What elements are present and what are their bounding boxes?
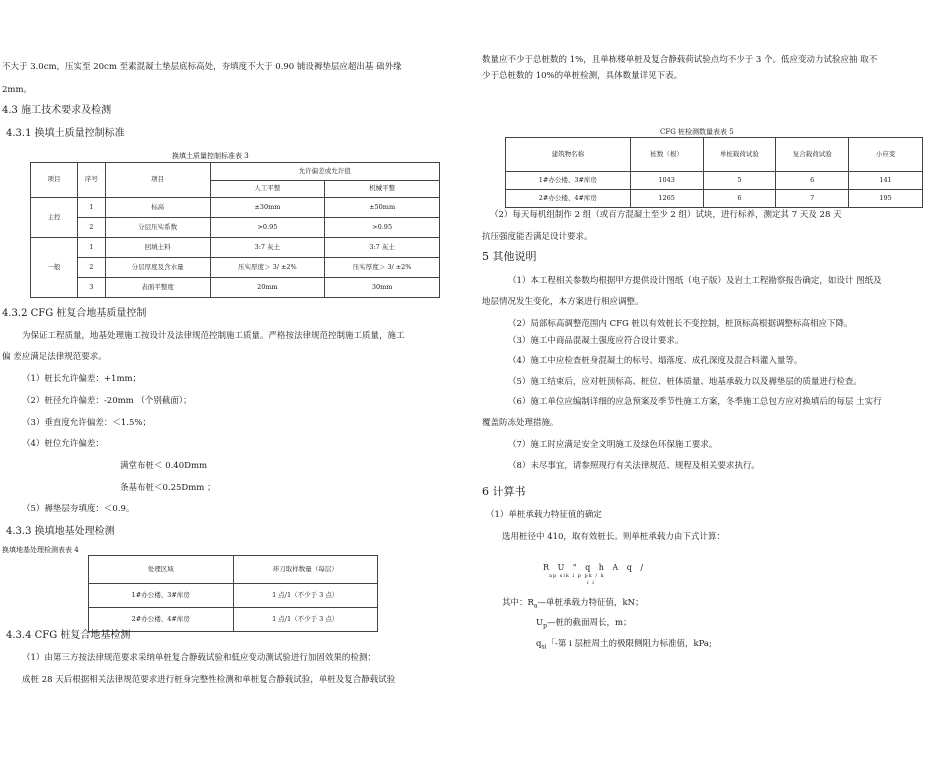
table-row bbox=[89, 608, 378, 632]
deviation-verticality: （3）垂直度允许偏差：＜1.5%； bbox=[22, 418, 152, 428]
table-cell: 压实厚度＞ 3/ ±2% bbox=[210, 258, 325, 278]
heading-4-3-4: 4.3.4 CFG 桩复合地基检测 bbox=[6, 630, 131, 641]
symbol-q-subscript: si bbox=[541, 643, 547, 651]
table-cell: 195 bbox=[849, 190, 923, 208]
table-3-header-item: 项目 bbox=[31, 163, 78, 198]
table-4-caption: 换填地基处理检测表表 4 bbox=[2, 546, 79, 554]
note-7: （7）施工时应满足安全文明施工及绿色环保施工要求。 bbox=[508, 440, 718, 450]
table-5-header-building: 建筑物名称 bbox=[506, 138, 631, 172]
deviation-pile-length: （1）桩长允许偏差：+1mm； bbox=[22, 374, 142, 384]
table-5-caption: CFG 桩检测数量表表 5 bbox=[660, 128, 734, 136]
table-3-header-seq: 序号 bbox=[77, 163, 105, 198]
paragraph-2-line-1: （2）每天每机组制作 2 组（或百方混凝土至少 2 组）试块，进行标养，测定其 7 天及 28 天 bbox=[490, 210, 842, 220]
where-qsi-text: 「-第 i 层桩周土的极限侧阻力标准值，kPa; bbox=[546, 639, 712, 649]
table-5-header-single: 单桩载荷试验 bbox=[703, 138, 776, 172]
table-cell: 2 bbox=[77, 258, 105, 278]
table-cell: 3:7 灰土 bbox=[325, 238, 440, 258]
table-cell: 分层厚度及含水量 bbox=[105, 258, 210, 278]
table-row bbox=[506, 172, 923, 190]
table-cell: 1#办公楼、3#库房 bbox=[89, 584, 234, 608]
formula-subscripts-2: i i bbox=[587, 580, 595, 586]
deviation-cushion: （5）褥垫层夯填度：＜0.9。 bbox=[22, 504, 135, 514]
table-cell: 20mm bbox=[210, 278, 325, 298]
table-cell: 1#办公楼、3#库房 bbox=[506, 172, 631, 190]
table-3-header-item-2: 项目 bbox=[105, 163, 210, 198]
where-up bbox=[536, 618, 632, 630]
table-row bbox=[31, 278, 440, 298]
paragraph-4-3-2-line-2: 偏 差应满足法律规范要求。 bbox=[2, 352, 107, 362]
table-cell: 1 点/1（不少于 3 点） bbox=[233, 608, 378, 632]
where-up-text: —桩的截面周长，m； bbox=[547, 618, 632, 628]
note-5: （5）施工结束后，应对桩顶标高、桩位、桩体质量、地基承载力以及褥垫层的质量进行检查。 bbox=[508, 377, 862, 387]
table-3-caption: 换填土质量控制标准表 3 bbox=[172, 152, 249, 160]
paragraph-top-line-1: 数量应不少于总桩数的 1%，且单栋楼单桩及复合静载荷试验点均不少于 3 个。低应变动力试验应抽 取不 bbox=[482, 55, 878, 65]
table-row bbox=[31, 258, 440, 278]
note-2: （2）局部标高调整范围内 CFG 桩以有效桩长不变控制，桩顶标高根据调整标高相应下降。 bbox=[508, 319, 853, 329]
heading-5: 5 其他说明 bbox=[482, 250, 537, 263]
heading-4-3-3: 4.3.3 换填地基处理检测 bbox=[6, 526, 115, 537]
symbol-r-subscript: a bbox=[533, 602, 538, 610]
calc-item-1: （1）单桩承载力特征值的确定 bbox=[486, 510, 602, 520]
note-1-line-1: （1）本工程相关参数均根据甲方提供设计图纸（电子版）及岩土工程勘察报告确定，如设计 图纸及 bbox=[508, 276, 882, 286]
table-cell: 2#办公楼、4#库房 bbox=[89, 608, 234, 632]
table-3-header-allowance: 允许偏差或允许值 bbox=[210, 163, 439, 181]
table-cell: 3 bbox=[77, 278, 105, 298]
paragraph-4-3-4-line-1: （1）由第三方按法律规范要求采纳单桩复合静载试验和低应变动测试验进行加固效果的检测： bbox=[22, 653, 376, 663]
table-row bbox=[31, 218, 440, 238]
table-cell: 6 bbox=[776, 172, 849, 190]
table-5-header-count: 桩数（根） bbox=[630, 138, 703, 172]
table-5-header-low-strain: 小应变 bbox=[849, 138, 923, 172]
deviation-pile-diameter: （2）桩径允许偏差：-20mm （个别截面）； bbox=[22, 396, 192, 406]
table-3-group-main: 主控 bbox=[31, 198, 78, 238]
heading-4-3-2: 4.3.2 CFG 桩复合地基质量控制 bbox=[2, 308, 147, 319]
where-ra-text: —单桩承载力特征值，kN； bbox=[537, 598, 644, 608]
table-cell: 压实厚度＞ 3/ ±2% bbox=[325, 258, 440, 278]
calc-intro: 选用桩径中 410，取有效桩长。则单桩承载力由下式计算： bbox=[502, 532, 725, 542]
paragraph-4-3-4-line-2: 成桩 28 天后根据相关法律规范要求进行桩身完整性检测和单桩复合静载试验，单桩及复合静载试验 bbox=[22, 675, 396, 685]
table-row bbox=[506, 190, 923, 208]
table-cell: 30mm bbox=[325, 278, 440, 298]
table-cell: 分层压实系数 bbox=[105, 218, 210, 238]
heading-4-3: 4.3 施工技术要求及检测 bbox=[2, 105, 112, 116]
table-cell: 3:7 灰土 bbox=[210, 238, 325, 258]
formula-main: R U " q h A q / bbox=[543, 563, 647, 572]
table-cell: 2 bbox=[77, 218, 105, 238]
table-cell: >0.95 bbox=[210, 218, 325, 238]
symbol-u-subscript: p bbox=[543, 622, 548, 630]
deviation-strip-layout: 条基布桩＜0.25Dmm ； bbox=[120, 483, 216, 493]
table-3-group-general: 一般 bbox=[31, 238, 78, 298]
paragraph-2-line-2: 抗压强度能否满足设计要求。 bbox=[482, 232, 593, 242]
where-qsi bbox=[536, 639, 712, 651]
note-8: （8）未尽事宜，请参照现行有关法律规范、规程及相关要求执行。 bbox=[508, 461, 760, 471]
table-cell: >0.95 bbox=[325, 218, 440, 238]
table-cell: 表面平整度 bbox=[105, 278, 210, 298]
deviation-full-layout: 满堂布桩＜ 0.40Dmm bbox=[120, 461, 208, 471]
table-cell: 7 bbox=[776, 190, 849, 208]
table-4-header-quantity: 环刀取样数量（每层） bbox=[233, 556, 378, 584]
table-cell: 1 点/1（不少于 3 点） bbox=[233, 584, 378, 608]
paragraph-4-3-2-line-1: 为保证工程质量，地基处理施工按设计及法律规范控制施工质量。严格按法律规范控制施工质量，施工 bbox=[22, 331, 405, 341]
table-3-header-manual: 人工平整 bbox=[210, 181, 325, 198]
table-5-header-composite: 复合载荷试验 bbox=[776, 138, 849, 172]
table-3 bbox=[30, 162, 440, 298]
table-row bbox=[31, 238, 440, 258]
heading-6: 6 计算书 bbox=[482, 485, 526, 498]
paragraph-intro-line-2: 2mm。 bbox=[2, 85, 33, 95]
symbol-u: U bbox=[536, 618, 544, 628]
table-cell: 6 bbox=[703, 190, 776, 208]
where-ra bbox=[502, 598, 644, 610]
table-cell: ±50mm bbox=[325, 198, 440, 218]
symbol-r: R bbox=[527, 598, 534, 608]
table-5 bbox=[505, 137, 923, 208]
table-cell: 1 bbox=[77, 238, 105, 258]
table-cell: 回填土料 bbox=[105, 238, 210, 258]
table-row bbox=[31, 198, 440, 218]
paragraph-intro-line-1: 不大于 3.0cm，压实至 20cm 至素混凝土垫层底标高处，夯填度不大于 0.90 铺设褥垫层应超出基 础外缘 bbox=[2, 62, 402, 72]
table-cell: 141 bbox=[849, 172, 923, 190]
table-3-header-machine: 机械平整 bbox=[325, 181, 440, 198]
note-6-line-2: 覆盖防冻处理措施。 bbox=[482, 418, 559, 428]
table-cell: 2#办公楼、4#库房 bbox=[506, 190, 631, 208]
note-6-line-1: （6）施工单位应编制详细的应急预案及季节性施工方案，冬季施工总包方应对换填后的每层 土实行 bbox=[508, 397, 882, 407]
note-3: （3）施工中商品混凝土强度应符合设计要求。 bbox=[508, 336, 684, 346]
note-4: （4）施工中应检查桩身混凝土的标号、塌落度、成孔深度及混合料灌入量等。 bbox=[508, 356, 803, 366]
deviation-pile-position: （4）桩位允许偏差： bbox=[22, 439, 104, 449]
heading-4-3-1: 4.3.1 换填土质量控制标准 bbox=[6, 128, 125, 139]
table-cell: 标高 bbox=[105, 198, 210, 218]
table-cell: 1 bbox=[77, 198, 105, 218]
symbol-q: q bbox=[536, 639, 542, 649]
note-1-line-2: 地层情况发生变化，本方案进行相应调整。 bbox=[482, 297, 644, 307]
table-cell: 5 bbox=[703, 172, 776, 190]
table-row bbox=[89, 584, 378, 608]
table-4 bbox=[88, 555, 378, 632]
paragraph-top-line-2: 少于总桩数的 10%的单桩检测，具体数量详见下表。 bbox=[482, 71, 683, 81]
formula-subscripts: ap sik i p pk / k bbox=[549, 573, 605, 579]
where-lead: 其中： bbox=[502, 598, 528, 608]
table-cell: 1043 bbox=[630, 172, 703, 190]
table-4-header-area: 处理区域 bbox=[89, 556, 234, 584]
table-cell: ±30mm bbox=[210, 198, 325, 218]
table-cell: 1265 bbox=[630, 190, 703, 208]
